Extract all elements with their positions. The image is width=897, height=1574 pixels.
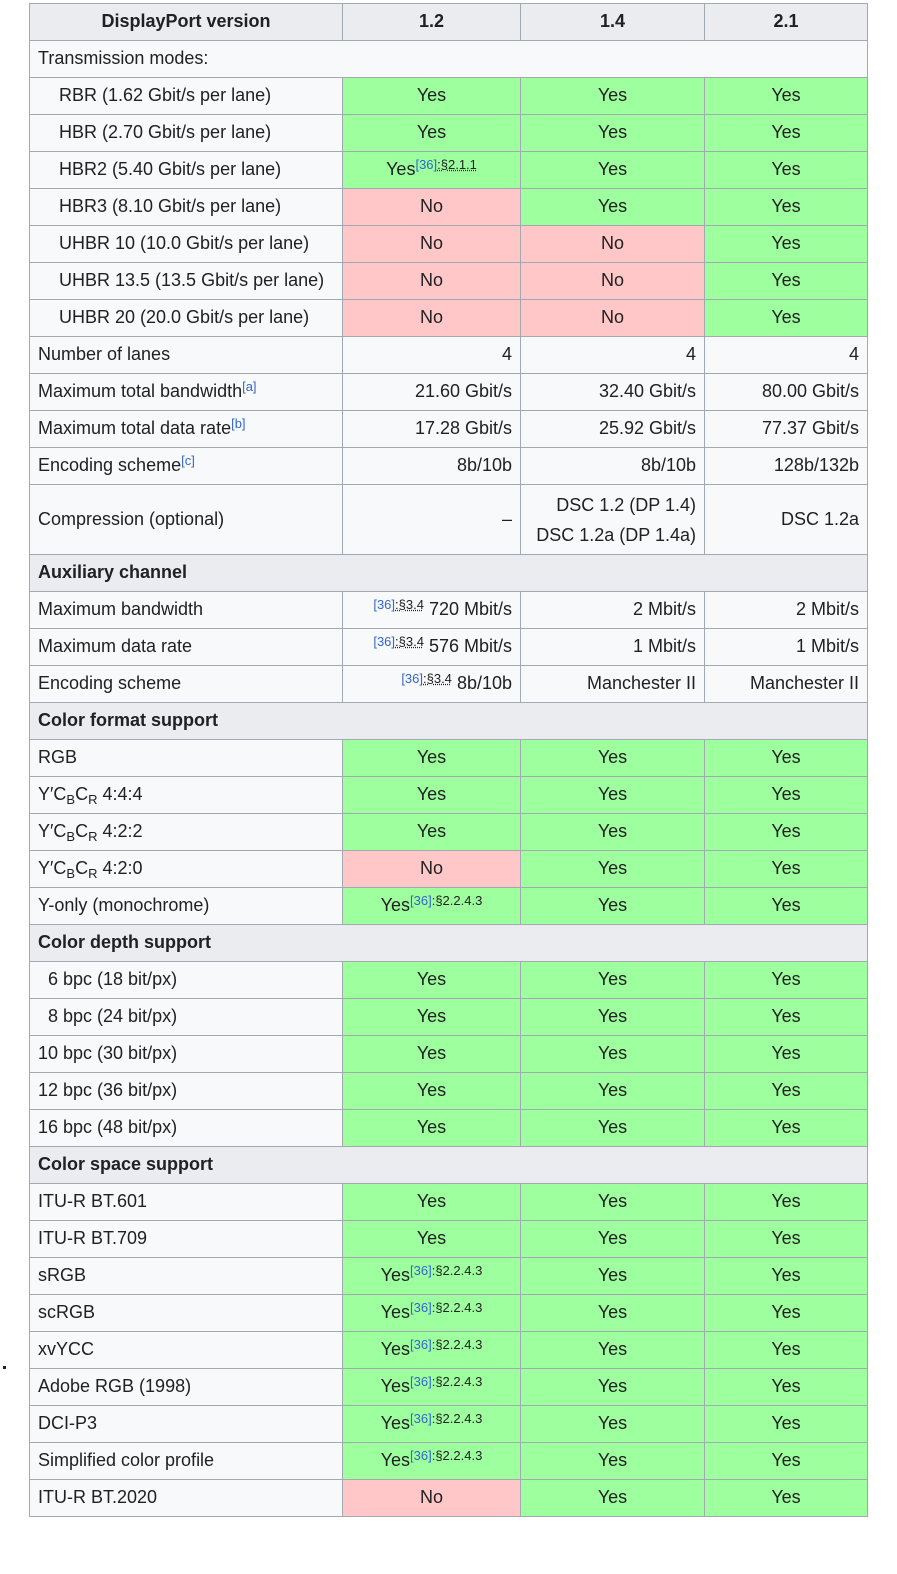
- footnote-link[interactable]: [a]: [242, 379, 257, 395]
- label-part: Y′C: [38, 858, 67, 879]
- cell-value: Yes: [521, 777, 705, 814]
- table-row: [30, 448, 868, 485]
- cell-value: 80.00 Gbit/s: [705, 374, 868, 411]
- cell-value: No: [343, 226, 521, 263]
- cell-value: Yes: [343, 814, 521, 851]
- citation-link[interactable]: [36]: [410, 1263, 432, 1279]
- cell-value: Yes: [343, 740, 521, 777]
- table-row: [30, 300, 868, 337]
- cell-value: Yes: [380, 1450, 411, 1471]
- section-row: [30, 703, 868, 740]
- table-row: [30, 1295, 868, 1332]
- cell-value: 576 Mbit/s: [428, 636, 512, 657]
- cell-value: 4: [705, 337, 868, 374]
- label-part: 4:2:2: [97, 821, 143, 842]
- table-row: [30, 337, 868, 374]
- table-row: [30, 629, 868, 666]
- cell-value: Yes: [343, 962, 521, 999]
- table-row: [30, 1258, 868, 1295]
- section-title-color-depth: Color depth support: [30, 925, 868, 962]
- row-label: ITU-R BT.601: [30, 1184, 343, 1221]
- cell-value: 32.40 Gbit/s: [521, 374, 705, 411]
- label-part: Y′C: [38, 821, 67, 842]
- cell-value-with-ref: [343, 1295, 521, 1332]
- citation-link[interactable]: [36]: [410, 1300, 432, 1316]
- table-row: [30, 999, 868, 1036]
- cell-value: Yes: [705, 777, 868, 814]
- cell-value: Yes: [705, 1369, 868, 1406]
- cell-value: Yes: [521, 999, 705, 1036]
- section-row: [30, 555, 868, 592]
- table-row: [30, 888, 868, 925]
- header-version-label: DisplayPort version: [30, 4, 343, 41]
- cell-value: 77.37 Gbit/s: [705, 411, 868, 448]
- label-part: 4:2:0: [97, 858, 143, 879]
- footnote-link[interactable]: [c]: [181, 453, 195, 469]
- row-label: UHBR 10 (10.0 Gbit/s per lane): [30, 226, 343, 263]
- cell-value: Yes: [521, 1406, 705, 1443]
- row-label: sRGB: [30, 1258, 343, 1295]
- label-sub: R: [88, 792, 98, 808]
- cell-value: Yes: [521, 1036, 705, 1073]
- table-row: [30, 1369, 868, 1406]
- cell-value: Yes: [705, 1258, 868, 1295]
- table-row: [30, 1406, 868, 1443]
- table-row: [30, 592, 868, 629]
- section-row: [30, 925, 868, 962]
- cell-value: Manchester II: [521, 666, 705, 703]
- cell-value: Yes: [521, 1369, 705, 1406]
- cell-value-with-ref: [343, 1258, 521, 1295]
- cell-value: Yes: [705, 1406, 868, 1443]
- citation-link[interactable]: [36]: [410, 1448, 432, 1464]
- table-row: [30, 777, 868, 814]
- row-label: RBR (1.62 Gbit/s per lane): [30, 78, 343, 115]
- cell-value-with-ref: [343, 1332, 521, 1369]
- label-part: 4:4:4: [97, 784, 143, 805]
- table-row: [30, 1480, 868, 1517]
- row-label: Adobe RGB (1998): [30, 1369, 343, 1406]
- label-sub: R: [88, 829, 98, 845]
- label-part: Y′C: [38, 784, 67, 805]
- row-label: Simplified color profile: [30, 1443, 343, 1480]
- citation-page: :§2.2.4.3: [431, 1337, 483, 1353]
- cell-value: Yes: [521, 1295, 705, 1332]
- footnote-link[interactable]: [b]: [231, 416, 246, 432]
- cell-value: Yes: [521, 740, 705, 777]
- row-label-with-note: [30, 448, 343, 485]
- citation-page: :§3.4: [395, 634, 424, 650]
- cell-value: No: [343, 851, 521, 888]
- citation-link[interactable]: [36]: [373, 634, 396, 650]
- cell-value: Yes: [521, 78, 705, 115]
- row-label: 6 bpc (18 bit/px): [30, 962, 343, 999]
- label-sub: R: [88, 866, 98, 882]
- row-label: xvYCC: [30, 1332, 343, 1369]
- cell-value: Yes: [705, 1184, 868, 1221]
- cell-value: Yes: [343, 999, 521, 1036]
- table-row: [30, 485, 868, 555]
- row-label: UHBR 20 (20.0 Gbit/s per lane): [30, 300, 343, 337]
- cell-value: Yes: [705, 851, 868, 888]
- cell-value: Yes: [521, 1073, 705, 1110]
- cell-value: Yes: [705, 263, 868, 300]
- cell-value: Yes: [521, 1258, 705, 1295]
- row-label: Encoding scheme: [30, 666, 343, 703]
- cell-value: 4: [343, 337, 521, 374]
- citation-page: :§2.2.4.3: [431, 1300, 483, 1316]
- row-label: RGB: [30, 740, 343, 777]
- cell-value: 8b/10b: [456, 673, 512, 694]
- cell-value: 25.92 Gbit/s: [521, 411, 705, 448]
- cell-value: 8b/10b: [521, 448, 705, 485]
- header-version-2-1: 2.1: [705, 4, 868, 41]
- header-row: [30, 4, 868, 41]
- cell-value: No: [343, 263, 521, 300]
- cell-value: 2 Mbit/s: [705, 592, 868, 629]
- cell-value-with-ref: [343, 1406, 521, 1443]
- cell-value: Yes: [705, 888, 868, 925]
- cell-value-with-ref: [343, 888, 521, 925]
- table-row: [30, 115, 868, 152]
- cell-value: Yes: [705, 300, 868, 337]
- cell-value: Yes: [386, 159, 416, 180]
- cell-value: DSC 1.2a: [705, 485, 868, 555]
- row-label: Y-only (monochrome): [30, 888, 343, 925]
- table-row: [30, 1332, 868, 1369]
- cell-value: 1 Mbit/s: [521, 629, 705, 666]
- cell-value: Yes: [705, 226, 868, 263]
- cell-value: Yes: [343, 1110, 521, 1147]
- table-row: [30, 1036, 868, 1073]
- table-row: [30, 1443, 868, 1480]
- row-label: HBR3 (8.10 Gbit/s per lane): [30, 189, 343, 226]
- cell-value: Manchester II: [705, 666, 868, 703]
- cell-value: Yes: [343, 1036, 521, 1073]
- table-row: [30, 374, 868, 411]
- table-row: [30, 411, 868, 448]
- table-row: [30, 152, 868, 189]
- row-label: 10 bpc (30 bit/px): [30, 1036, 343, 1073]
- table-row: [30, 78, 868, 115]
- cell-value: Yes: [705, 78, 868, 115]
- table-row: [30, 1221, 868, 1258]
- transmission-modes-row: [30, 41, 868, 78]
- cell-value: Yes: [343, 78, 521, 115]
- cell-value-with-ref: [343, 666, 521, 703]
- table-row: [30, 1110, 868, 1147]
- table-row: [30, 851, 868, 888]
- citation-page: :§2.1.1: [437, 157, 477, 173]
- row-label-ycbcr: [30, 777, 343, 814]
- section-title-color-format: Color format support: [30, 703, 868, 740]
- cell-value: Yes: [705, 1221, 868, 1258]
- row-label: HBR (2.70 Gbit/s per lane): [30, 115, 343, 152]
- cell-value-line: DSC 1.2 (DP 1.4): [556, 494, 696, 515]
- cell-value: Yes: [380, 1413, 411, 1434]
- cell-value: Yes: [380, 1376, 411, 1397]
- cell-value: 128b/132b: [705, 448, 868, 485]
- table-row: [30, 666, 868, 703]
- header-version-1-2: 1.2: [343, 4, 521, 41]
- citation-link[interactable]: [36]: [373, 597, 396, 613]
- row-label: 8 bpc (24 bit/px): [30, 999, 343, 1036]
- cell-value: No: [343, 1480, 521, 1517]
- cell-value: Yes: [521, 851, 705, 888]
- citation-link[interactable]: [36]: [415, 157, 438, 173]
- citation-page: :§3.4: [395, 597, 424, 613]
- cell-value: Yes: [705, 814, 868, 851]
- cell-value: Yes: [521, 115, 705, 152]
- row-label: 12 bpc (36 bit/px): [30, 1073, 343, 1110]
- cell-value: Yes: [521, 189, 705, 226]
- table-row: [30, 962, 868, 999]
- cell-value: Yes: [705, 1295, 868, 1332]
- row-label-with-note: [30, 411, 343, 448]
- table-row: [30, 1184, 868, 1221]
- label-part: C: [75, 858, 89, 879]
- cell-value-with-ref: [343, 1443, 521, 1480]
- cell-value: Yes: [343, 115, 521, 152]
- table-row: [30, 1073, 868, 1110]
- cell-value: No: [343, 300, 521, 337]
- citation-link[interactable]: [36]: [401, 671, 423, 687]
- table-row: [30, 740, 868, 777]
- citation-page: :§2.2.4.3: [431, 1263, 483, 1279]
- citation-page: :§2.2.4.3: [431, 1448, 483, 1464]
- row-label: Maximum total data rate: [38, 418, 232, 439]
- label-part: C: [75, 821, 89, 842]
- row-label: HBR2 (5.40 Gbit/s per lane): [30, 152, 343, 189]
- cell-value-line: DSC 1.2a (DP 1.4a): [536, 524, 696, 545]
- citation-page: :§2.2.4.3: [431, 893, 483, 909]
- cell-value: Yes: [380, 1339, 411, 1360]
- cell-value: Yes: [380, 1302, 411, 1323]
- section-title-color-space: Color space support: [30, 1147, 868, 1184]
- cell-value: No: [521, 263, 705, 300]
- cell-value: Yes: [705, 740, 868, 777]
- cell-value-with-ref: [343, 629, 521, 666]
- cell-value: Yes: [521, 1480, 705, 1517]
- citation-link[interactable]: [36]: [410, 893, 432, 909]
- cell-value: Yes: [380, 895, 411, 916]
- cell-value: Yes: [705, 1073, 868, 1110]
- label-part: C: [75, 784, 89, 805]
- cell-value: Yes: [521, 1184, 705, 1221]
- cell-value: 4: [521, 337, 705, 374]
- cell-value-with-ref: [343, 152, 521, 189]
- cell-value: No: [521, 300, 705, 337]
- table-row: [30, 226, 868, 263]
- row-label: ITU-R BT.709: [30, 1221, 343, 1258]
- row-label: DCI-P3: [30, 1406, 343, 1443]
- cell-value: Yes: [705, 1332, 868, 1369]
- cell-value: Yes: [521, 152, 705, 189]
- cell-value: Yes: [705, 189, 868, 226]
- row-label-with-note: [30, 374, 343, 411]
- row-label-ycbcr: [30, 851, 343, 888]
- transmission-modes-title: Transmission modes:: [30, 41, 868, 78]
- citation-page: :§2.2.4.3: [431, 1411, 483, 1427]
- cell-value: No: [343, 189, 521, 226]
- cell-value: Yes: [521, 888, 705, 925]
- citation-page: :§3.4: [423, 671, 452, 687]
- cell-value: Yes: [343, 1073, 521, 1110]
- cell-value: Yes: [705, 999, 868, 1036]
- row-label: 16 bpc (48 bit/px): [30, 1110, 343, 1147]
- label-sub: B: [66, 792, 76, 808]
- cell-value: No: [521, 226, 705, 263]
- citation-link[interactable]: [36]: [410, 1411, 432, 1427]
- cell-value: Yes: [705, 1110, 868, 1147]
- cell-value: Yes: [705, 1480, 868, 1517]
- citation-page: :§2.2.4.3: [431, 1374, 483, 1390]
- cell-value: 720 Mbit/s: [428, 599, 512, 620]
- table-row: [30, 189, 868, 226]
- cell-value: Yes: [705, 1443, 868, 1480]
- table-row: [30, 263, 868, 300]
- cell-value: Yes: [521, 814, 705, 851]
- row-label: Maximum bandwidth: [30, 592, 343, 629]
- cell-value-multiline: [521, 485, 705, 555]
- section-row: [30, 1147, 868, 1184]
- cell-value: Yes: [380, 1265, 411, 1286]
- cell-value: Yes: [705, 1036, 868, 1073]
- row-label: ITU-R BT.2020: [30, 1480, 343, 1517]
- header-version-1-4: 1.4: [521, 4, 705, 41]
- label-sub: B: [66, 829, 76, 845]
- cell-value: Yes: [343, 1221, 521, 1258]
- section-title-aux: Auxiliary channel: [30, 555, 868, 592]
- cell-value: 8b/10b: [343, 448, 521, 485]
- cell-value: 17.28 Gbit/s: [343, 411, 521, 448]
- row-label-ycbcr: [30, 814, 343, 851]
- row-label: Maximum total bandwidth: [38, 381, 243, 402]
- row-label: Encoding scheme: [38, 455, 182, 476]
- table-row: [30, 814, 868, 851]
- cell-value-with-ref: [343, 592, 521, 629]
- cell-value: Yes: [343, 777, 521, 814]
- cell-value: –: [343, 485, 521, 555]
- row-label: scRGB: [30, 1295, 343, 1332]
- label-sub: B: [66, 866, 76, 882]
- row-label: Compression (optional): [30, 485, 343, 555]
- row-label: Number of lanes: [30, 337, 343, 374]
- cell-value: Yes: [705, 152, 868, 189]
- cell-value: Yes: [521, 1110, 705, 1147]
- citation-link[interactable]: [36]: [410, 1337, 432, 1353]
- citation-link[interactable]: [36]: [410, 1374, 432, 1390]
- cell-value: 1 Mbit/s: [705, 629, 868, 666]
- cell-value: Yes: [521, 1443, 705, 1480]
- cell-value: Yes: [705, 115, 868, 152]
- displayport-comparison-table: [29, 3, 868, 1517]
- stray-dot: [3, 1366, 6, 1369]
- cell-value: Yes: [521, 962, 705, 999]
- cell-value: 2 Mbit/s: [521, 592, 705, 629]
- cell-value: Yes: [521, 1332, 705, 1369]
- cell-value: Yes: [521, 1221, 705, 1258]
- cell-value: Yes: [343, 1184, 521, 1221]
- cell-value-with-ref: [343, 1369, 521, 1406]
- cell-value: Yes: [705, 962, 868, 999]
- row-label: UHBR 13.5 (13.5 Gbit/s per lane): [30, 263, 343, 300]
- cell-value: 21.60 Gbit/s: [343, 374, 521, 411]
- row-label: Maximum data rate: [30, 629, 343, 666]
